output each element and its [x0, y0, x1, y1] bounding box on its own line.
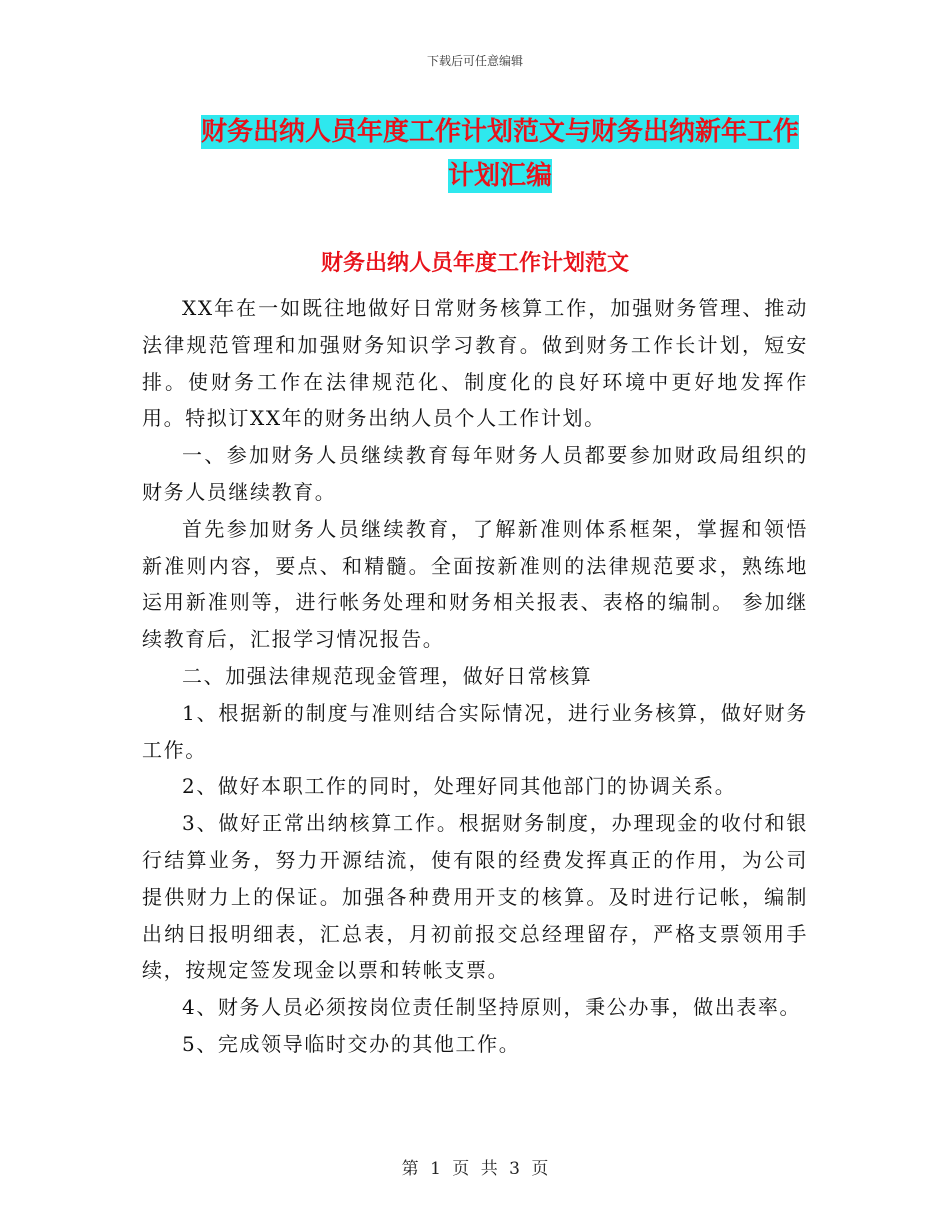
- header-note: 下载后可任意编辑: [426, 54, 523, 68]
- paragraph-subitem-5: 5、完成领导临时交办的其他工作。: [182, 1031, 521, 1056]
- paragraph-subitem-3: 3、做好正常出纳核算工作。根据财务制度，办理现金的收付和银行结算业务，努力开源结流，使有限的经费发挥真正的作用，为公司提供财力上的保证。加强各种费用开支的核算。及时进行记帐，编制出纳日报明细表，汇总表，月初前报交总经理留存，严格支票领用手续，按规定签发现金以票和转帐支票。: [142, 811, 808, 983]
- paragraph-subitem-2: 2、做好本职工作的同时，处理好同其他部门的协调关系。: [182, 774, 737, 799]
- document-title: [190, 110, 810, 198]
- page-number: 第 1 页 共 3 页: [401, 1159, 549, 1179]
- document-body: [142, 290, 808, 1063]
- document-title-highlight: 财务出纳人员年度工作计划范文与财务出纳新年工作计划汇编: [200, 117, 799, 191]
- paragraph-item-2-heading: 二、加强法律规范现金管理，做好日常核算: [182, 663, 593, 688]
- section-title: 财务出纳人员年度工作计划范文: [320, 251, 629, 276]
- paragraph-subitem-1: 1、根据新的制度与准则结合实际情况，进行业务核算，做好财务工作。: [142, 700, 808, 762]
- paragraph-intro: XX年在一如既往地做好日常财务核算工作，加强财务管理、推动法律规范管理和加强财务知识学习教育。做到财务工作长计划，短安排。使财务工作在法律规范化、制度化的良好环境中更好地发挥作用。特拟订XX年的财务出纳人员个人工作计划。: [142, 296, 808, 431]
- paragraph-item-1-detail: 首先参加财务人员继续教育，了解新准则体系框架，掌握和领悟新准则内容，要点、和精髓。全面按新准则的法律规范要求，熟练地运用新准则等，进行帐务处理和财务相关报表、表格的编制。 参加继续教育后，汇报学习情况报告。: [142, 516, 808, 652]
- paragraph-subitem-4: 4、财务人员必须按岗位责任制坚持原则，秉公办事，做出表率。: [182, 995, 802, 1020]
- paragraph-item-1-heading: 一、参加财务人员继续教育每年财务人员都要参加财政局组织的财务人员继续教育。: [142, 443, 808, 504]
